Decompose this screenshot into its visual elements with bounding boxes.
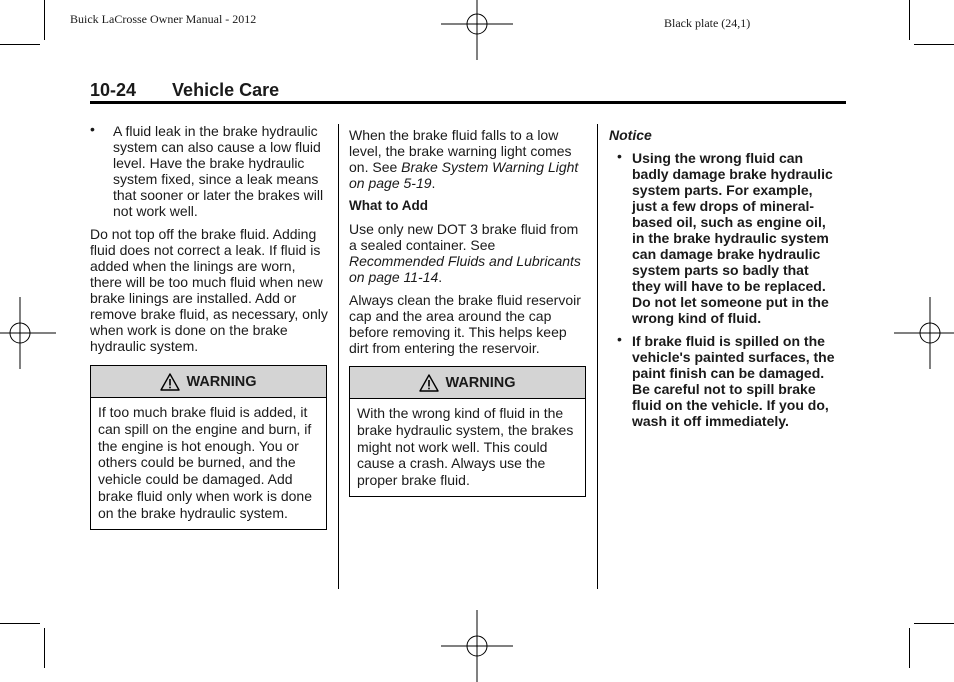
- warning-box: [90, 365, 327, 530]
- crop-mark: [909, 628, 910, 668]
- crop-mark: [914, 44, 954, 45]
- warning-text: If too much brake fluid is added, it can spill on the engine and burn, if the engine is hot enough. You or others could be burned, and the vehicle could be damaged. Add brake fluid only when work is done on the brake hydraulic system.: [98, 404, 313, 521]
- paragraph-end: .: [438, 269, 443, 285]
- list-item-text: Using the wrong fluid can badly damage brake hydraulic system parts. For example, just a few drops of mineral-based oil, such as engine oil, in the brake hydraulic system can damage brake hydraulic system parts so badly that they will have to be replaced. Do not let someone put in the wrong kind of fluid.: [632, 150, 833, 326]
- cross-reference-link[interactable]: Brake System Warning Light on page 5-19: [349, 159, 579, 191]
- warning-triangle-icon: [419, 374, 439, 392]
- list-item: [90, 123, 330, 219]
- section-title: Vehicle Care: [172, 80, 280, 100]
- registration-mark-icon: [441, 610, 513, 682]
- column-divider: [597, 124, 598, 589]
- plate-label: Black plate (24,1): [664, 16, 751, 30]
- bullet-icon: •: [90, 121, 95, 137]
- notice-heading: Notice: [609, 127, 652, 143]
- heading-rule: [90, 101, 846, 104]
- paragraph-text: Use only new DOT 3 brake fluid from a sealed container. See: [349, 221, 579, 253]
- crop-mark: [914, 623, 954, 624]
- crop-mark: [0, 623, 40, 624]
- column-1: [90, 123, 330, 530]
- cross-reference-link[interactable]: Recommended Fluids and Lubricants on page 11-14: [349, 253, 581, 285]
- list-item-text: A fluid leak in the brake hydraulic system can also cause a low fluid level. Have the brake hydraulic system fixed, since a leak means that sooner or later the brakes will not work well.: [113, 123, 324, 219]
- column-3: [609, 127, 839, 436]
- paragraph: Do not top off the brake fluid. Adding fluid does not correct a leak. If fluid is added when the linings are worn, there will be too much fluid when new brake linings are installed. Add or remove brake fluid, as necessary, only when work is done on the brake hydraulic system.: [90, 226, 328, 354]
- bullet-icon: •: [617, 148, 622, 164]
- subheading: What to Add: [349, 198, 428, 213]
- paragraph: Always clean the brake fluid reservoir cap and the area around the cap before removing it. This helps keep dirt from entering the reservoir.: [349, 292, 581, 356]
- warning-label: WARNING: [445, 374, 516, 391]
- warning-text: With the wrong kind of fluid in the brake hydraulic system, the brakes might not work well. This could cause a crash. Always use the proper brake fluid.: [357, 405, 574, 489]
- warning-label: WARNING: [186, 373, 257, 390]
- warning-header: [350, 367, 585, 399]
- list-item: [617, 150, 839, 326]
- registration-mark-icon: [0, 297, 56, 369]
- paragraph-text: When the brake fluid falls to a low level, the brake warning light comes on. See: [349, 127, 572, 175]
- paragraph: [349, 127, 589, 191]
- registration-mark-icon: [894, 297, 954, 369]
- bullet-icon: •: [617, 331, 622, 347]
- warning-triangle-icon: [160, 373, 180, 391]
- list-item-text: If brake fluid is spilled on the vehicle's painted surfaces, the paint finish can be damaged. Be careful not to spill brake fluid on the vehicle. If you do, wash it off immediately.: [632, 333, 835, 429]
- registration-mark-icon: [441, 0, 513, 60]
- paragraph-end: .: [431, 175, 436, 191]
- manual-title: Buick LaCrosse Owner Manual - 2012: [70, 12, 257, 26]
- paragraph: [349, 221, 589, 285]
- crop-mark: [44, 628, 45, 668]
- crop-mark: [44, 0, 45, 40]
- list-item: [617, 333, 839, 429]
- column-divider: [338, 124, 339, 589]
- section-heading: [90, 80, 279, 101]
- warning-header: [91, 366, 326, 398]
- crop-mark: [0, 44, 40, 45]
- page-number: 10-24: [90, 80, 137, 100]
- crop-mark: [909, 0, 910, 40]
- column-2: [349, 127, 589, 497]
- warning-box: [349, 366, 586, 497]
